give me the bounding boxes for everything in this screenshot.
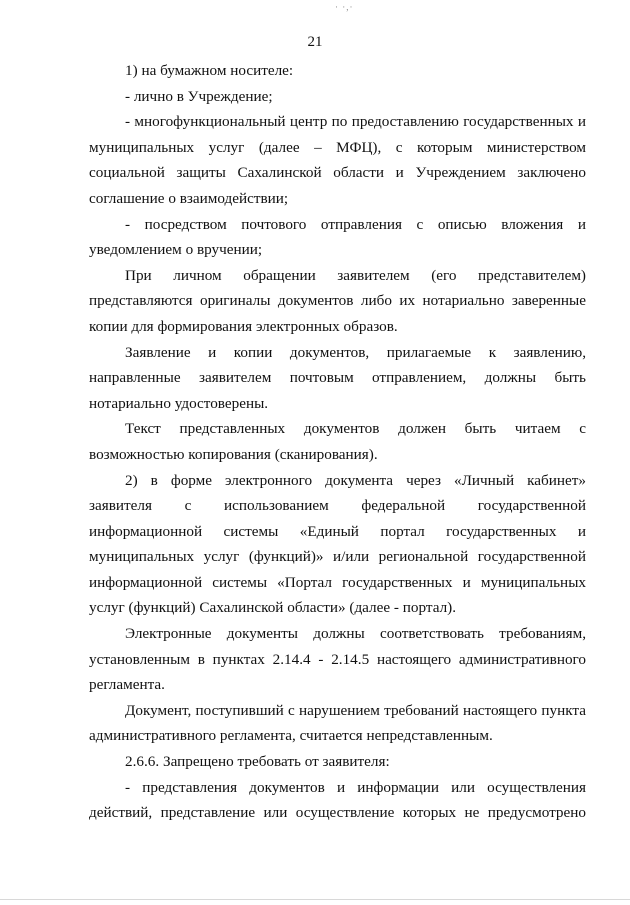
page-bottom-edge bbox=[0, 899, 630, 900]
page-number: 21 bbox=[307, 34, 323, 50]
paragraph-personal-visit: При личном обращении заявителем (его представителем) представляются оригиналы документов либо их нотариально заверенные копии для формирования электронных образов. bbox=[89, 266, 586, 335]
document-body bbox=[89, 58, 586, 826]
paragraph-section-2-6-6: 2.6.6. Запрещено требовать от заявителя: bbox=[125, 753, 390, 771]
paragraph-readability: Текст представленных документов должен быть читаем с возможностью копирования (сканирования). bbox=[89, 420, 586, 463]
paragraph-mfc: - многофункциональный центр по предоставлению государственных и муниципальных услуг (далее – МФЦ), с которым министерством социальной защиты Сахалинской области и Учреждением заключено соглашение о взаимодействии; bbox=[89, 113, 586, 207]
paragraph-prohibited-requests: - представления документов и информации или осуществления действий, представление или осуществление которых не предусмотрено bbox=[89, 778, 586, 822]
paragraph-non-submitted: Документ, поступивший с нарушением требований настоящего пункта административного регламента, считается непредставленным. bbox=[89, 701, 586, 745]
scan-artifact: · ·,· bbox=[335, 2, 354, 12]
paragraph-in-person: - лично в Учреждение; bbox=[125, 87, 273, 105]
paragraph-postal: - посредством почтового отправления с описью вложения и уведомлением о вручении; bbox=[89, 215, 586, 259]
paragraph-electronic-requirements: Электронные документы должны соответствовать требованиям, установленным в пунктах 2.14.4 - 2.14.5 настоящего административного регламента. bbox=[89, 625, 586, 694]
paragraph-electronic-form: 2) в форме электронного документа через «Личный кабинет» заявителя с использованием федеральной государственной информационной системы «Единый портал государственных и муниципальных услуг (функций)» и/или региональной государственной информационной системы «Портал государственных и муниципальных услуг (функций) Сахалинской области» (далее - портал). bbox=[89, 471, 586, 617]
paragraph-paper-medium: 1) на бумажном носителе: bbox=[125, 62, 294, 79]
paragraph-postal-notarized: Заявление и копии документов, прилагаемые к заявлению, направленные заявителем почтовым отправлением, должны быть нотариально удостоверены. bbox=[89, 343, 586, 412]
